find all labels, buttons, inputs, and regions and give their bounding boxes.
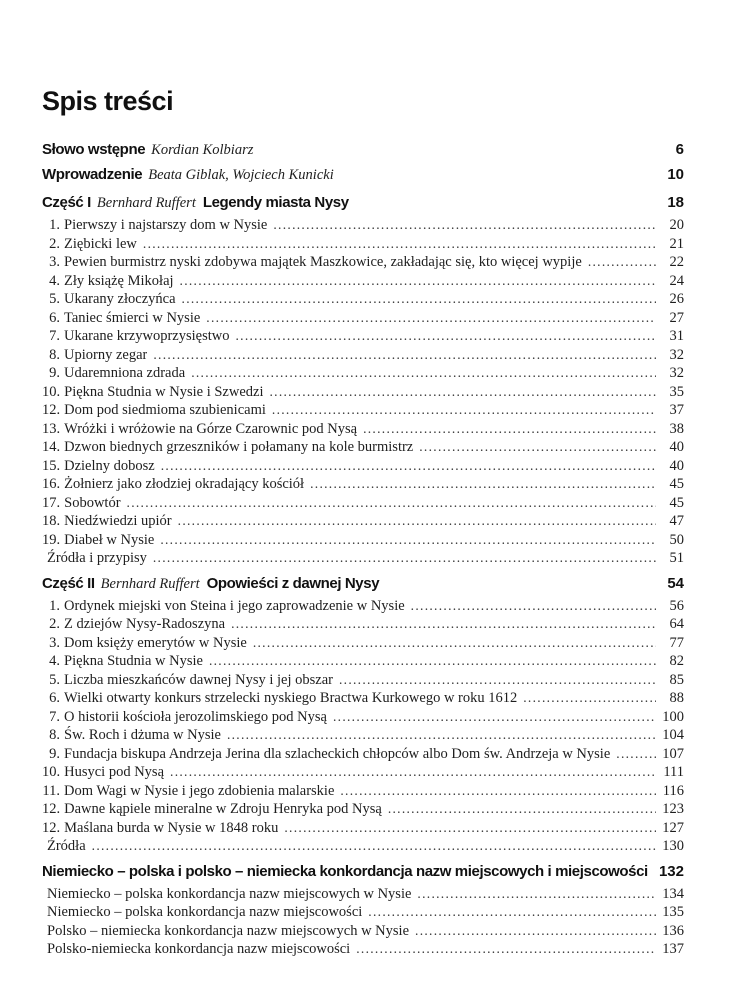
item-title: Ziębicki lew <box>64 235 137 252</box>
section-label: Część II <box>42 574 95 592</box>
item-title: Taniec śmierci w Nysie <box>64 309 201 326</box>
item-number: 8. <box>49 346 60 363</box>
item-number: 1. <box>49 217 60 233</box>
item-title: Piękna Studnia w Nysie i Szwedzi <box>64 383 264 400</box>
item-number: 6. <box>49 690 60 706</box>
dot-leader <box>333 708 656 727</box>
item-page-number: 85 <box>669 671 684 688</box>
dot-leader <box>253 634 656 653</box>
item-title: Wielki otwarty konkurs strzelecki nyskiego Bractwa Kurkowego w roku 1612 <box>64 690 518 706</box>
item-number: 9. <box>49 365 60 381</box>
item-title: Dom księży emerytów w Nysie <box>64 634 247 651</box>
item-number: 10. <box>42 764 61 780</box>
item-page-number: 27 <box>669 309 684 326</box>
dot-leader <box>127 494 656 513</box>
item-title: Ordynek miejski von Steina i jego zaprowadzenie w Nysie <box>64 597 405 614</box>
entry-author: Beata Giblak, Wojciech Kunicki <box>148 167 334 183</box>
entry-page-number: 10 <box>667 166 684 183</box>
toc-item <box>42 327 684 346</box>
toc-list <box>42 138 684 959</box>
toc-section-heading <box>42 860 684 884</box>
section-author: Bernhard Ruffert <box>100 575 200 592</box>
dot-leader <box>523 689 656 708</box>
dot-leader <box>284 819 656 838</box>
toc-item <box>42 438 684 457</box>
section-title: Opowieści z dawnej Nysy <box>206 574 380 592</box>
dot-leader <box>206 309 656 328</box>
toc-item <box>42 708 684 727</box>
item-page-number: 38 <box>669 420 684 437</box>
toc-item <box>42 745 684 764</box>
item-title: Dawne kąpiele mineralne w Zdroju Henryka pod Nysą <box>64 801 382 817</box>
toc-item <box>42 383 684 402</box>
toc-item <box>42 903 684 922</box>
dot-leader <box>273 216 656 235</box>
item-title: Dzwon biednych grzeszników i połamany na kole burmistrz <box>64 439 414 455</box>
item-title: Źródła <box>47 838 86 854</box>
item-title: Z dziejów Nysy-Radoszyna <box>64 616 226 632</box>
dot-leader <box>339 671 656 690</box>
item-page-number: 32 <box>669 365 684 381</box>
toc-item <box>42 597 684 616</box>
toc-item <box>42 652 684 671</box>
toc-item <box>42 364 684 383</box>
item-title: Udaremniona zdrada <box>64 365 186 381</box>
toc-item <box>42 800 684 819</box>
item-page-number: 136 <box>662 922 684 939</box>
item-number: 4. <box>49 653 60 669</box>
item-number: 5. <box>49 671 60 688</box>
section-title: Legendy miasta Nysy <box>202 194 349 211</box>
dot-leader <box>153 549 656 568</box>
item-title: Husyci pod Nysą <box>64 764 165 780</box>
item-number: 19. <box>42 531 61 548</box>
item-page-number: 35 <box>669 383 684 400</box>
item-page-number: 21 <box>669 235 684 252</box>
item-number: 2. <box>49 616 60 632</box>
item-number: 16. <box>42 476 61 492</box>
dot-leader <box>170 763 656 782</box>
dot-leader <box>231 615 656 634</box>
dot-leader <box>417 885 656 904</box>
item-number: 17. <box>42 494 61 511</box>
toc-item <box>42 457 684 476</box>
item-page-number: 24 <box>669 272 684 289</box>
toc-item <box>42 782 684 801</box>
item-title: O historii kościoła jerozolimskiego pod Nysą <box>64 708 327 725</box>
dot-leader <box>227 726 656 745</box>
entry-label: Słowo wstępne <box>42 141 146 158</box>
dot-leader <box>178 512 656 531</box>
item-page-number: 26 <box>669 291 684 307</box>
toc-item <box>42 475 684 494</box>
item-title: Piękna Studnia w Nysie <box>64 653 203 669</box>
toc-item <box>42 216 684 235</box>
item-page-number: 134 <box>662 885 684 902</box>
section-author: Bernhard Ruffert <box>96 195 196 211</box>
dot-leader <box>363 420 656 439</box>
item-number: 10. <box>42 383 61 400</box>
item-title: Dzielny dobosz <box>64 457 155 474</box>
item-number: 9. <box>49 745 60 762</box>
section-page-number: 132 <box>658 862 684 880</box>
item-page-number: 32 <box>669 346 684 363</box>
entry-author: Kordian Kolbiarz <box>151 142 254 158</box>
item-page-number: 135 <box>662 904 684 920</box>
toc-item <box>42 531 684 550</box>
dot-leader <box>180 272 656 291</box>
dot-leader <box>415 922 656 941</box>
toc-item <box>42 837 684 856</box>
item-number: 6. <box>49 309 60 326</box>
item-page-number: 45 <box>669 494 684 511</box>
item-number: 12. <box>42 801 61 817</box>
item-page-number: 127 <box>662 819 684 836</box>
item-title: Pewien burmistrz nyski zdobywa majątek Maszkowice, zakładając się, kto więcej wypije <box>64 254 582 270</box>
toc-item <box>42 420 684 439</box>
toc-section-heading <box>42 191 684 215</box>
item-page-number: 116 <box>662 782 684 799</box>
item-title: Polsko – niemiecka konkordancja nazw miejscowych w Nysie <box>47 922 410 939</box>
item-number: 8. <box>49 727 60 743</box>
dot-leader <box>588 253 656 272</box>
item-title: Ukarane krzywoprzysięstwo <box>64 328 230 344</box>
item-title: Niedźwiedzi upiór <box>64 513 172 529</box>
toc-item <box>42 819 684 838</box>
toc-item <box>42 401 684 420</box>
page-title: Spis treści <box>42 86 174 116</box>
dot-leader <box>191 364 656 383</box>
toc-item <box>42 235 684 254</box>
item-number: 15. <box>42 457 61 474</box>
item-page-number: 77 <box>669 634 684 651</box>
dot-leader <box>419 438 656 457</box>
item-page-number: 107 <box>662 745 684 762</box>
dot-leader <box>209 652 656 671</box>
toc-item <box>42 689 684 708</box>
item-page-number: 40 <box>669 439 684 455</box>
entry-page-number: 6 <box>675 141 684 158</box>
item-page-number: 45 <box>669 476 684 492</box>
item-page-number: 20 <box>669 217 684 233</box>
item-title: Sobowtór <box>64 494 121 511</box>
toc-item <box>42 272 684 291</box>
item-title: Źródła i przypisy <box>47 550 147 566</box>
item-title: Fundacja biskupa Andrzeja Jerina dla szlacheckich chłopców albo Dom św. Andrzeja w Nysie <box>64 745 611 762</box>
item-number: 3. <box>49 634 60 651</box>
item-number: 4. <box>49 272 60 289</box>
item-page-number: 51 <box>669 550 684 566</box>
item-page-number: 100 <box>662 708 684 725</box>
toc-item <box>42 940 684 959</box>
item-title: Maślana burda w Nysie w 1848 roku <box>64 819 279 836</box>
item-page-number: 22 <box>669 254 684 270</box>
toc-front-entry <box>42 163 684 187</box>
dot-leader <box>153 346 656 365</box>
dot-leader <box>388 800 656 819</box>
dot-leader <box>356 940 656 959</box>
toc-section-heading <box>42 572 684 596</box>
item-page-number: 37 <box>669 402 684 418</box>
item-number: 7. <box>49 328 60 344</box>
item-number: 12. <box>42 402 61 418</box>
item-number: 11. <box>42 782 60 799</box>
item-page-number: 82 <box>669 653 684 669</box>
dot-leader <box>269 383 656 402</box>
toc-item <box>42 309 684 328</box>
toc-item <box>42 763 684 782</box>
toc-item <box>42 494 684 513</box>
item-title: Diabeł w Nysie <box>64 531 155 548</box>
toc-item <box>42 885 684 904</box>
item-page-number: 64 <box>669 616 684 632</box>
entry-label: Wprowadzenie <box>42 166 143 183</box>
toc-front-entry <box>42 138 684 162</box>
item-page-number: 111 <box>663 764 684 780</box>
item-title: Upiorny zegar <box>64 346 148 363</box>
item-page-number: 47 <box>669 513 684 529</box>
dot-leader <box>272 401 656 420</box>
dot-leader <box>160 531 656 550</box>
dot-leader <box>235 327 656 346</box>
item-title: Św. Roch i dżuma w Nysie <box>64 727 221 743</box>
toc-item <box>42 290 684 309</box>
item-title: Niemiecko – polska konkordancja nazw miejscowych w Nysie <box>47 885 412 902</box>
dot-leader <box>411 597 656 616</box>
item-title: Dom pod siedmioma szubienicami <box>64 402 266 418</box>
toc-item <box>42 726 684 745</box>
item-page-number: 40 <box>669 457 684 474</box>
toc-item <box>42 634 684 653</box>
item-title: Zły książę Mikołaj <box>64 272 174 289</box>
dot-leader <box>182 290 656 309</box>
item-number: 18. <box>42 513 61 529</box>
item-title: Niemiecko – polska konkordancja nazw miejscowości <box>47 904 363 920</box>
item-number: 14. <box>42 439 61 455</box>
item-number: 5. <box>49 291 60 307</box>
dot-leader <box>161 457 656 476</box>
item-number: 13. <box>42 420 61 437</box>
toc-item <box>42 512 684 531</box>
toc-item <box>42 549 684 568</box>
item-title: Liczba mieszkańców dawnej Nysy i jej obszar <box>64 671 333 688</box>
item-title: Żołnierz jako złodziej okradający kościół <box>64 476 305 492</box>
item-title: Pierwszy i najstarszy dom w Nysie <box>64 217 268 233</box>
dot-leader <box>368 903 656 922</box>
item-page-number: 50 <box>669 531 684 548</box>
section-label: Niemiecko – polska i polsko – niemiecka konkordancja nazw miejscowych i miejscowości <box>42 862 648 880</box>
item-number: 1. <box>49 597 60 614</box>
item-number: 12. <box>42 819 61 836</box>
item-number: 2. <box>49 235 60 252</box>
toc-item <box>42 671 684 690</box>
section-page-number: 54 <box>667 574 684 592</box>
item-number: 3. <box>49 254 60 270</box>
dot-leader <box>310 475 656 494</box>
toc-item <box>42 253 684 272</box>
dot-leader <box>340 782 656 801</box>
item-page-number: 137 <box>662 941 684 957</box>
item-page-number: 31 <box>669 328 684 344</box>
item-number: 7. <box>49 708 60 725</box>
dot-leader <box>92 837 656 856</box>
item-page-number: 130 <box>662 838 684 854</box>
item-title: Wróżki i wróżowie na Górze Czarownic pod Nysą <box>64 420 358 437</box>
toc-item <box>42 615 684 634</box>
section-page-number: 18 <box>667 194 684 211</box>
item-page-number: 88 <box>669 690 684 706</box>
item-title: Polsko-niemiecka konkordancja nazw miejscowości <box>47 941 351 957</box>
toc-item <box>42 346 684 365</box>
item-title: Ukarany złoczyńca <box>64 291 176 307</box>
item-page-number: 104 <box>662 727 684 743</box>
dot-leader <box>143 235 656 254</box>
item-page-number: 56 <box>669 597 684 614</box>
item-page-number: 123 <box>662 801 684 817</box>
toc-item <box>42 922 684 941</box>
dot-leader <box>616 745 656 764</box>
item-title: Dom Wagi w Nysie i jego zdobienia malarskie <box>64 782 335 799</box>
section-label: Część I <box>42 194 91 211</box>
